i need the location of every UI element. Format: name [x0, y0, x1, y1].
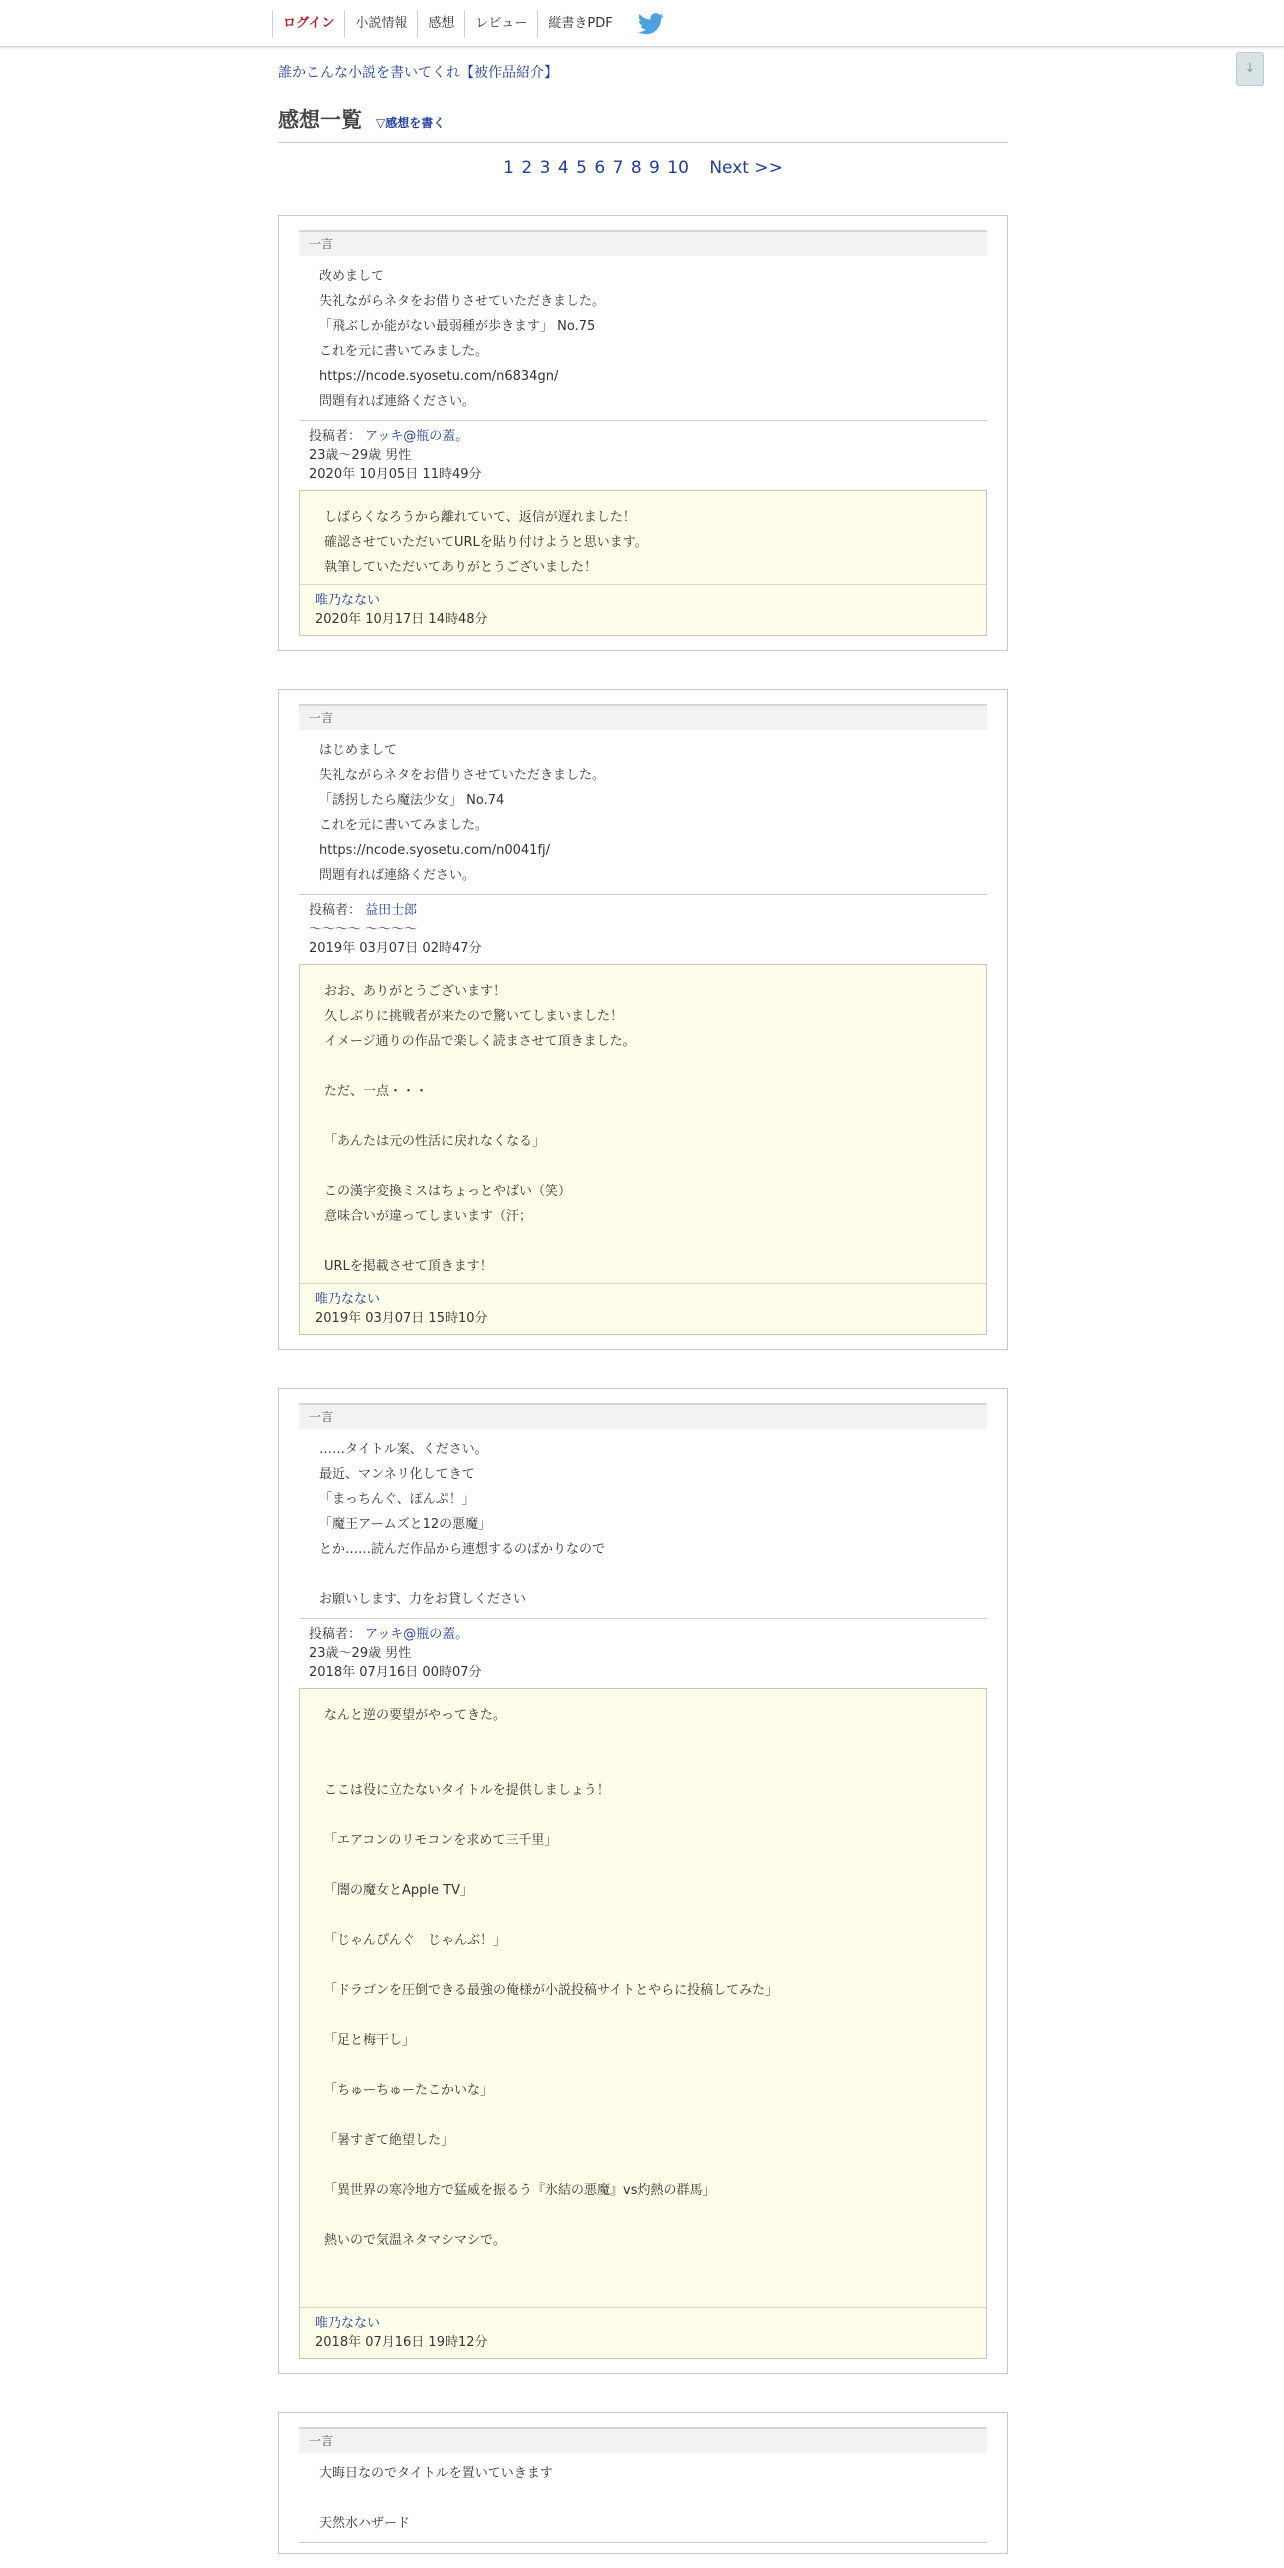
- review-text-line: 問題有れば連絡ください。: [319, 868, 476, 883]
- poster-info: 23歳～29歳 男性: [309, 448, 412, 463]
- reply-text-line: [324, 1054, 962, 1079]
- reply-text-line: 確認させていただいてURLを貼り付けようと思います。: [324, 535, 648, 550]
- reply-text-line: [324, 1154, 962, 1179]
- page-title: 感想一覧: [278, 108, 362, 132]
- reply-text-line: イメージ通りの作品で楽しく読まさせて頂きました。: [324, 1034, 636, 1049]
- reply-text-line: 「暑すぎて絶望した」: [324, 2133, 455, 2148]
- review-meta: [299, 895, 987, 958]
- page-title-row: [278, 104, 1008, 143]
- author-reply: [299, 1688, 987, 2359]
- nav-novel-info[interactable]: 小説情報: [344, 10, 417, 38]
- review-text-line: これを元に書いてみました。: [319, 344, 489, 359]
- reply-text-line: 「足と梅干し」: [324, 2033, 416, 2048]
- author-reply: [299, 490, 987, 636]
- review-heading: 一言: [299, 704, 987, 730]
- review-meta: [299, 421, 987, 484]
- reply-author-link[interactable]: 唯乃なない: [315, 2316, 381, 2331]
- review-text-line: [319, 1562, 967, 1587]
- poster-label: 投稿者：: [309, 429, 362, 444]
- review-text-line: 最近、マンネリ化してきて: [319, 1467, 475, 1482]
- poster-label: 投稿者：: [309, 903, 362, 918]
- reply-text-line: 「異世界の寒冷地方で猛威を振るう『氷結の悪魔』vs灼熱の群馬」: [324, 2183, 716, 2198]
- review-text-line: 「魔王アームズと12の悪魔」: [319, 1517, 492, 1532]
- review-text-line: 「誘拐したら魔法少女」 No.74: [319, 793, 505, 808]
- nav-vertical-pdf[interactable]: 縦書きPDF: [537, 10, 622, 38]
- review-text-line: お願いします、力をお貸しください: [319, 1592, 526, 1607]
- page-link-6[interactable]: 6: [594, 158, 606, 178]
- review-body: [299, 2453, 987, 2543]
- review-text-line: 「飛ぶしか能がない最弱種が歩きます」 No.75: [319, 319, 596, 334]
- review-text-line: はじめまして: [319, 743, 398, 758]
- reply-date: 2018年 07月16日 19時12分: [315, 2335, 488, 2350]
- reply-text-line: 熱いので気温ネタマシマシで。: [324, 2233, 506, 2248]
- review-list: [278, 215, 1008, 2554]
- review-text-line: [319, 2486, 967, 2511]
- reply-text-line: [324, 2153, 962, 2178]
- page-link-3[interactable]: 3: [539, 158, 551, 178]
- reply-text-line: なんと逆の要望がやってきた。: [324, 1708, 507, 1723]
- poster-name-link[interactable]: 益田士郎: [365, 903, 418, 918]
- reply-text-line: 「じゃんぴんぐ じゃんぶ！」: [324, 1933, 507, 1948]
- reply-text-line: ここは役に立たないタイトルを提供しましょう！: [324, 1783, 610, 1798]
- scroll-down-tab[interactable]: [1236, 52, 1264, 86]
- review-text-line: 大晦日なのでタイトルを置いていきます: [319, 2466, 553, 2481]
- pagination: [278, 155, 1008, 185]
- reply-author-link[interactable]: 唯乃なない: [315, 593, 381, 608]
- reply-text-line: 執筆していただいてありがとうございました！: [324, 560, 598, 575]
- review-text-line: 失礼ながらネタをお借りさせていただきました。: [319, 294, 606, 309]
- review-body: [299, 730, 987, 895]
- poster-name-link[interactable]: アッキ@瓶の蓋。: [365, 429, 469, 444]
- page-link-4[interactable]: 4: [557, 158, 569, 178]
- reply-text-line: ただ、一点・・・: [324, 1084, 429, 1099]
- novel-title-link[interactable]: 誰かこんな小説を書いてくれ【被作品紹介】: [278, 65, 558, 81]
- poster-info: ～～～～ ～～～～: [309, 922, 418, 937]
- poster-label: 投稿者：: [309, 1627, 362, 1642]
- review-text-line: 問題有れば連絡ください。: [319, 394, 476, 409]
- nav-impressions[interactable]: 感想: [417, 10, 464, 38]
- review-card: [278, 1388, 1008, 2374]
- poster-info: 23歳～29歳 男性: [309, 1646, 412, 1661]
- reply-text-line: 「ドラゴンを圧倒できる最強の俺様が小説投稿サイトとやらに投稿してみた」: [324, 1983, 779, 1998]
- reply-author-link[interactable]: 唯乃なない: [315, 1292, 381, 1307]
- twitter-icon[interactable]: [637, 10, 665, 38]
- reply-text-line: 「エアコンのリモコンを求めて三千里」: [324, 1833, 558, 1848]
- reply-text-line: 意味合いが違ってしまいます（汗；: [324, 1209, 533, 1224]
- review-text-line: 改めまして: [319, 269, 385, 284]
- next-page-link[interactable]: Next >>: [709, 158, 783, 178]
- reply-body: [300, 1703, 986, 2308]
- reply-text-line: [324, 2103, 962, 2128]
- review-heading: 一言: [299, 2427, 987, 2453]
- review-meta: [299, 1619, 987, 1682]
- review-date: 2019年 03月07日 02時47分: [309, 941, 482, 956]
- review-text-line: とか……読んだ作品から連想するのばかりなので: [319, 1542, 606, 1557]
- reply-date: 2020年 10月17日 14時48分: [315, 612, 488, 627]
- review-date: 2020年 10月05日 11時49分: [309, 467, 482, 482]
- reply-body: [300, 505, 986, 585]
- reply-text-line: [324, 1903, 962, 1928]
- main-nav: [272, 9, 665, 39]
- reply-text-line: URLを掲載させて頂きます！: [324, 1259, 493, 1274]
- review-body: [299, 256, 987, 421]
- nav-reviews[interactable]: レビュー: [464, 10, 537, 38]
- review-card: [278, 689, 1008, 1350]
- review-date: 2018年 07月16日 00時07分: [309, 1665, 482, 1680]
- review-text-line: https://ncode.syosetu.com/n6834gn/: [319, 369, 559, 384]
- reply-text-line: しばらくなろうから離れていて、返信が遅れました！: [324, 510, 636, 525]
- page-link-5[interactable]: 5: [576, 158, 587, 178]
- reply-text-line: 久しぶりに挑戦者が来たので驚いてしまいました！: [324, 1009, 624, 1024]
- poster-name-link[interactable]: アッキ@瓶の蓋。: [365, 1627, 469, 1642]
- reply-text-line: おお、ありがとうございます！: [324, 984, 507, 999]
- review-text-line: https://ncode.syosetu.com/n0041fj/: [319, 843, 551, 858]
- reply-meta: [300, 2308, 986, 2352]
- reply-text-line: 「闇の魔女とApple TV」: [324, 1883, 473, 1898]
- review-text-line: これを元に書いてみました。: [319, 818, 489, 833]
- reply-text-line: [324, 1104, 962, 1129]
- reply-meta: [300, 1284, 986, 1328]
- page-link-9[interactable]: 9: [649, 158, 660, 178]
- page-link-2[interactable]: 2: [521, 158, 533, 178]
- review-text-line: 失礼ながらネタをお借りさせていただきました。: [319, 768, 606, 783]
- page-link-1[interactable]: 1: [503, 158, 514, 178]
- reply-text-line: 「あんたは元の性活に戻れなくなる」: [324, 1134, 546, 1149]
- arrow-down-icon: ↓: [1244, 60, 1256, 76]
- write-impression-link[interactable]: ▽感想を書く: [376, 116, 446, 130]
- reply-text-line: [324, 1728, 962, 1753]
- reply-text-line: [324, 1803, 962, 1828]
- reply-date: 2019年 03月07日 15時10分: [315, 1311, 488, 1326]
- page-link-8[interactable]: 8: [630, 158, 642, 178]
- reply-text-line: [324, 2053, 962, 2078]
- page-link-10[interactable]: 10: [667, 158, 689, 178]
- reply-text-line: [324, 1229, 962, 1254]
- reply-text-line: [324, 2003, 962, 2028]
- reply-text-line: [324, 2278, 962, 2303]
- reply-body: [300, 979, 986, 1284]
- review-heading: 一言: [299, 1403, 987, 1429]
- review-body: [299, 1429, 987, 1619]
- review-text-line: ……タイトル案、ください。: [319, 1442, 488, 1457]
- poster-row: [309, 1625, 977, 1644]
- reply-meta: [300, 585, 986, 629]
- page-link-7[interactable]: 7: [612, 158, 624, 178]
- nav-login[interactable]: ログイン: [272, 10, 344, 38]
- author-reply: [299, 964, 987, 1335]
- reply-text-line: この漢字変換ミスはちょっとやばい（笑）: [324, 1184, 572, 1199]
- reply-text-line: 「ちゅーちゅーたこかいな」: [324, 2083, 494, 2098]
- poster-row: [309, 901, 977, 920]
- review-card: [278, 2412, 1008, 2554]
- top-navigation-bar: [0, 0, 1284, 47]
- review-text-line: 天然水ハザード: [319, 2516, 411, 2531]
- review-card: [278, 215, 1008, 651]
- main-content: [278, 58, 1008, 2554]
- review-text-line: 「まっちんぐ、ぽんぷ！」: [319, 1492, 475, 1507]
- reply-text-line: [324, 1953, 962, 1978]
- review-heading: 一言: [299, 230, 987, 256]
- reply-text-line: [324, 2203, 962, 2228]
- reply-text-line: [324, 2253, 962, 2278]
- reply-text-line: [324, 1753, 962, 1778]
- reply-text-line: [324, 1853, 962, 1878]
- poster-row: [309, 427, 977, 446]
